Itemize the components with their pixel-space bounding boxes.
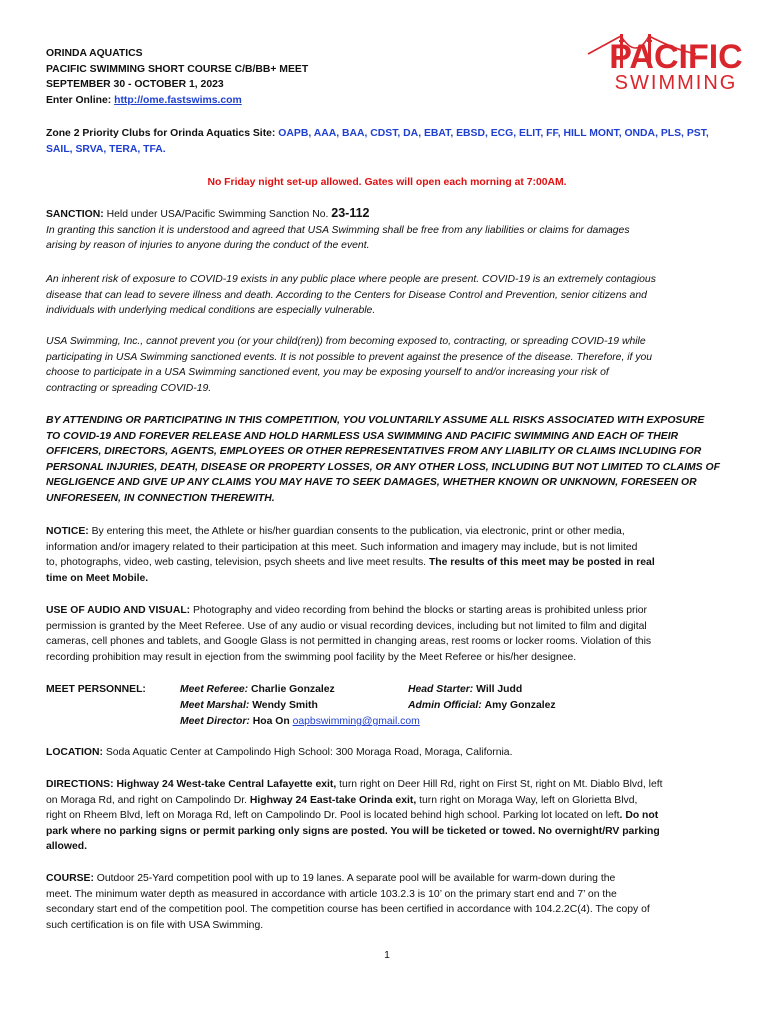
page-number: 1 [384, 950, 390, 961]
directions-hwy-west: Highway 24 West-take Central Lafayette exit, [116, 779, 337, 790]
course-line3: secondary start end of the competition pool. The competition course has been certified in accordance with 104.2.2C(4). The copy of [46, 904, 650, 916]
course-line4: such certification is on file with USA Swimming. [46, 919, 264, 931]
sanction-label: SANCTION: [46, 209, 104, 220]
waiver-line5: NEGLIGENCE AND GIVE UP ANY CLAIMS YOU MAY HAVE TO SEEK DAMAGES, WHETHER KNOWN OR UNKNOWN, FORESEEN OR [46, 477, 697, 489]
waiver-line3: OFFICERS, DIRECTORS, AGENTS, EMPLOYEES OR OTHER REPRESENTATIVES FROM ANY LIABILITY OR CLAIMS INCLUDING FOR [46, 446, 702, 458]
club-name: ORINDA AQUATICS [46, 48, 143, 59]
covid1-line2: disease that can lead to severe illness and death. According to the Centers for Disease Control and Prevention, senior citizens and [46, 289, 647, 301]
marshal-name: Wendy Smith [252, 700, 318, 711]
personnel-label: MEET PERSONNEL: [46, 684, 146, 695]
notice-label: NOTICE: [46, 526, 89, 537]
sanction-number: 23-112 [331, 206, 370, 220]
admin-official [408, 698, 556, 714]
covid2-line3: choose to participate in a USA Swimming sanctioned event, you may be exposing yourself to and/or increasing your risk of [46, 367, 609, 379]
sanction-italic-2: arising by reason of injuries to anyone during the conduct of the event. [46, 240, 370, 252]
covid2-line4: contracting or spreading COVID-19. [46, 382, 212, 394]
sanction-italic-1: In granting this sanction it is understood and agreed that USA Swimming shall be free from any liabilities or claims for damages [46, 224, 630, 236]
waiver-line4: PERSONAL INJURIES, DEATH, DISEASE OR PROPERTY LOSSES, OR ANY OTHER LOSS, INCLUDING BUT NOT LIMITED TO CLAIMS OF [46, 461, 720, 473]
pacific-swimming-logo [586, 32, 766, 92]
meet-director [180, 714, 420, 730]
directions-line3: right on Rheem Blvd, left on Moraga Rd, left on Campolindo Dr. Pool is located behind high school. Parking lot located on left [46, 810, 620, 822]
directions-line2a: on Moraga Rd, and right on Campolindo Dr. [46, 794, 250, 806]
covid2-line1: USA Swimming, Inc., cannot prevent you (or your child(ren)) from becoming exposed to, contracting, or spreading COVID-19 while [46, 336, 646, 347]
enter-online [46, 93, 728, 109]
waiver-line6: UNFORESEEN, IN CONNECTION THEREWITH. [46, 492, 275, 504]
location-section [46, 745, 728, 761]
covid1-line3: individuals with underlying medical conditions are especially vulnerable. [46, 305, 376, 317]
course-section [46, 871, 728, 933]
admin-role: Admin Official: [408, 700, 485, 711]
zone-clubs-line2: SAIL, SRVA, TERA, TFA. [46, 143, 166, 155]
sanction-text: Held under USA/Pacific Swimming Sanction No. [103, 209, 332, 220]
audio-label: USE OF AUDIO AND VISUAL: [46, 605, 191, 616]
directions-line2: turn right on Moraga Way, left on Glorietta Blvd, [416, 794, 638, 806]
location-text: Soda Aquatic Center at Campolindo High School: 300 Moraga Road, Moraga, California. [102, 747, 513, 758]
course-label: COURSE: [46, 873, 94, 884]
directions-line5: allowed. [46, 841, 87, 853]
covid-risk-paragraph [46, 272, 728, 319]
waiver-line2: TO COVID-19 AND FOREVER RELEASE AND HOLD HARMLESS USA SWIMMING AND PACIFIC SWIMMING AND EACH OF THEIR [46, 430, 679, 442]
notice-line3: to, photographs, video, web casting, television, psych sheets and live meet results. [46, 557, 429, 569]
directions-line4: park where no parking signs or permit parking only signs are posted. You will be ticketed or towed. No overnight/RV parking [46, 825, 660, 837]
setup-notice: No Friday night set-up allowed. Gates will open each morning at 7:00AM. [207, 177, 567, 188]
location-label: LOCATION: [46, 747, 103, 758]
covid-exposure-paragraph [46, 334, 728, 396]
directions-line3-bold: . Do not [619, 810, 659, 822]
course-line2: meet. The minimum water depth as measured in accordance with article 103.2.3 is 10’ on the primary start end and 7’ on the [46, 888, 617, 900]
course-line1: Outdoor 25-Yard competition pool with up to 19 lanes. A separate pool will be available for warm-down during the [93, 873, 616, 884]
covid1-line1: An inherent risk of exposure to COVID-19 exists in any public place where people are present. COVID-19 is an extremely contagious [46, 274, 656, 285]
starter-role: Head Starter: [408, 684, 477, 695]
notice-line4: time on Meet Mobile. [46, 572, 149, 584]
notice-line1: By entering this meet, the Athlete or his/her guardian consents to the publication, via electronic, print or other media, [88, 526, 625, 537]
referee-role: Meet Referee: [180, 684, 252, 695]
entry-link[interactable]: http://ome.fastswims.com [114, 94, 242, 106]
meet-dates: SEPTEMBER 30 - OCTOBER 1, 2023 [46, 79, 224, 91]
covid2-line2: participating in USA Swimming sanctioned events. It is not possible to prevent against the presence of the disease. Therefore, if you [46, 351, 653, 363]
zone-clubs-line1: OAPB, AAA, BAA, CDST, DA, EBAT, EBSD, ECG, ELIT, FF, HILL MONT, ONDA, PLS, PST, [278, 128, 709, 139]
notice-line2: information and/or imagery related to their participation at this meet. Such information and imagery may include, but is not limited [46, 541, 638, 553]
zone-label: Zone 2 Priority Clubs for Orinda Aquatics Site: [46, 128, 279, 139]
directions-label: DIRECTIONS: [46, 779, 117, 790]
notice-line3-bold: The results of this meet may be posted in real [428, 557, 655, 569]
director-role: Meet Director: [180, 716, 253, 727]
sanction-section [46, 206, 728, 254]
audio-line3: cameras, cell phones and tablets, and Google Glass is not permitted in changing areas, rest rooms or locker rooms. Violation of this [46, 636, 652, 648]
meet-personnel [46, 682, 728, 730]
meet-marshal [180, 698, 318, 714]
starter-name: Will Judd [476, 684, 523, 695]
referee-name: Charlie Gonzalez [251, 684, 335, 695]
audio-line4: recording prohibition may result in ejection from the swimming pool facility by the Meet Referee or his/her designee. [46, 651, 577, 663]
head-starter [408, 682, 522, 698]
notice-section [46, 524, 728, 586]
director-email-link[interactable]: oapbswimming@gmail.com [292, 716, 420, 727]
meet-referee [180, 682, 335, 698]
meet-title: PACIFIC SWIMMING SHORT COURSE C/B/BB+ MEET [46, 63, 309, 75]
audio-line2: permission is granted by the Meet Referee. Use of any audio or visual recording devices, including but not limited to film and digital [46, 620, 647, 632]
admin-name: Amy Gonzalez [484, 700, 556, 711]
marshal-role: Meet Marshal: [180, 700, 253, 711]
waiver-line1: BY ATTENDING OR PARTICIPATING IN THIS COMPETITION, YOU VOLUNTARILY ASSUME ALL RISKS ASSOCIATED WITH EXPOSURE [46, 415, 705, 426]
audio-line1: Photography and video recording from behind the blocks or starting areas is prohibited unless prior [190, 605, 647, 616]
audio-visual-section [46, 603, 728, 665]
directions-line1: turn right on Deer Hill Rd, right on First St, right on Mt. Diablo Blvd, left [336, 779, 663, 790]
logo-wordmark-bottom: SWIMMING [614, 72, 738, 92]
director-name: Hoa On [252, 716, 293, 727]
enter-online-label: Enter Online: [46, 94, 115, 106]
logo-wordmark-top: PACIFIC [609, 38, 743, 76]
liability-waiver [46, 413, 728, 507]
directions-hwy-east: Highway 24 East-take Orinda exit, [249, 794, 417, 806]
zone-priority [46, 126, 728, 157]
directions-section [46, 777, 728, 855]
